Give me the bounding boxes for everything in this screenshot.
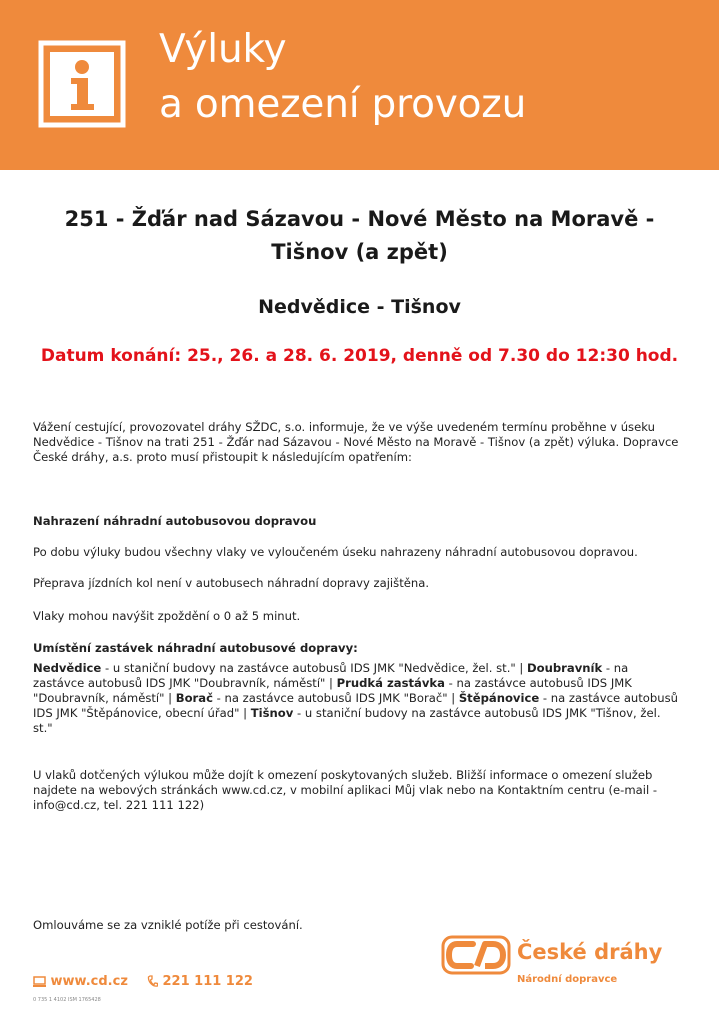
replacement-paragraph-2: Přeprava jízdních kol není v autobusech náhradní dopravy zajištěna. — [33, 576, 430, 590]
stop-name: Nedvědice — [33, 661, 102, 675]
banner-title-line1: Výluky — [159, 27, 287, 72]
header-banner — [0, 0, 719, 170]
stop-name: Tišnov — [250, 706, 294, 720]
replacement-heading: Nahrazení náhradní autobusovou dopravou — [33, 514, 317, 528]
stop-desc: - na zastávce autobusů IDS JMK "Borač" | — [212, 691, 459, 705]
intro-paragraph: Vážení cestující, provozovatel dráhy SŽDC, s.o. informuje, že ve výše uvedeném termínu proběhne v úseku Nedvědice - Tišnov na trati 251 - Žďár nad Sázavou - Nové Město na Moravě - Tišnov (a zpět) výluka. Dopravce České dráhy, a.s. proto musí přistoupit k následujícím opatřením: — [33, 420, 679, 464]
phone-icon — [147, 975, 158, 988]
date-line: Datum konání: 25., 26. a 28. 6. 2019, denně od 7.30 do 12:30 hod. — [40, 346, 679, 366]
route-title — [0, 203, 719, 269]
stop-desc: - na zastávce autobusů IDS JMK "Štěpánovice, obecní úřad" | — [33, 691, 679, 720]
apology-text: Omlouváme se za vzniklé potíže při cestování. — [33, 918, 303, 932]
route-title-text: 251 - Žďár nad Sázavou - Nové Město na Moravě - Tišnov (a zpět) — [64, 207, 655, 264]
brand-subtitle: Národní dopravce — [517, 974, 618, 985]
brand-name: České dráhy — [517, 940, 663, 964]
replacement-paragraph-1: Po dobu výluky budou všechny vlaky ve vyloučeném úseku nahrazeny náhradní autobusovou dopravou. — [33, 545, 638, 559]
stop-desc: - u staniční budovy na zastávce autobusů IDS JMK "Tišnov, žel. st." — [33, 706, 661, 735]
banner-title-line2: a omezení provozu — [159, 82, 527, 127]
stop-desc: - u staniční budovy na zastávce autobusů IDS JMK "Nedvědice, žel. st." | — [101, 661, 528, 675]
footer-phone[interactable]: 221 111 122 — [162, 974, 253, 989]
services-note: U vlaků dotčených výlukou může dojít k omezení poskytovaných služeb. Bližší informace o omezení služeb najdete na webových stránkách www.cd.cz, v mobilní aplikaci Můj vlak nebo na Kontaktním centru (e-mail - info@cd.cz, tel. 221 111 122) — [33, 768, 658, 812]
stop-desc: - na zastávce autobusů IDS JMK "Doubravník, náměstí" | — [33, 661, 629, 690]
web-icon — [33, 976, 46, 987]
cd-logo-icon — [441, 935, 511, 975]
footer-contacts — [33, 974, 253, 989]
footer-print-code: 0 735 1 4102 ISM 1765428 — [33, 997, 101, 1003]
stops-list — [33, 661, 683, 736]
stops-heading: Umístění zastávek náhradní autobusové dopravy: — [33, 641, 358, 655]
stop-name: Doubravník — [527, 661, 603, 675]
footer-web-link[interactable]: www.cd.cz — [50, 974, 128, 989]
info-icon — [38, 40, 126, 128]
stop-desc: - na zastávce autobusů IDS JMK "Doubravník, náměstí" | — [33, 676, 632, 705]
banner-title — [159, 22, 526, 132]
replacement-paragraph-3: Vlaky mohou navýšit zpoždění o 0 až 5 minut. — [33, 609, 301, 623]
stop-name: Borač — [175, 691, 213, 705]
stop-name: Prudká zastávka — [336, 676, 445, 690]
stop-name: Štěpánovice — [458, 691, 540, 705]
section-title: Nedvědice - Tišnov — [258, 296, 461, 318]
